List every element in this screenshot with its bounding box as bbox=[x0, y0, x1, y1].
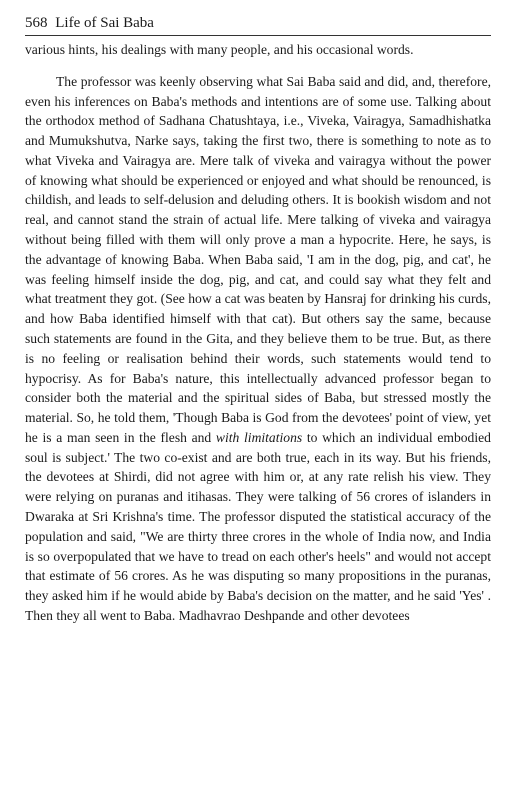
paragraph-text-part-1: The professor was keenly observing what Sai Baba said and did, and, therefore, even his inferences on Baba's methods and intentions are of some use. Talking about the orthodox method of Sadhana Chatushtaya, i.e., Viveka, Vairagya, Samadhishatka and Mumukshutva, Narke says, taking the first two, there is something to note as to what Viveka and Vairagya are. Mere talk of viveka and vairagya without the power of knowing what should be experienced or enjoyed and what should be renounced, is childish, and leads to self-delusion and deluding others. It is bookish wisdom and not real, and cannot stand the strain of actual life. Mere talking of viveka and vairagya without being filled with them will only prove a man a hypocrite. Here, he says, is the advantage of knowing Baba. When Baba said, 'I am in the dog, pig, and cat', he was feeling himself inside the dog, pig, and cat, and could say what they felt and what treatment they got. (See how a cat was beaten by Hansraj for drinking his curds, and how Baba identified himself with that cat). But others say the same, because such statements are found in the Gita, and they believe them to be true. But, as there is no feeling or realisation behind their words, such statements would tend to hypocrisy. As for Baba's nature, this intellectually advanced professor began to consider both the material and the spiritual sides of Baba, but stressed mostly the material. So, he told them, 'Though Baba is God from the devotees' point of view, yet he is a man seen in the flesh and bbox=[25, 73, 491, 445]
book-page bbox=[25, 0, 491, 800]
page-number: 568 bbox=[25, 15, 48, 31]
body-text bbox=[25, 40, 491, 626]
emphasis-with-limitations: with limitations bbox=[215, 429, 303, 445]
paragraph-professor bbox=[25, 72, 491, 626]
running-title: Life of Sai Baba bbox=[55, 15, 154, 31]
paragraph-text-part-2: to which an individual embodied soul is subject.' The two co-exist and are both true, each in its way. But his friends, the devotees at Shirdi, did not agree with him or, at any rate relish his view. They were relying on puranas and itihasas. They were talking of 56 crores of islanders in Dwaraka at Sri Krishna's time. The professor disputed the statistical accuracy of the population and said, "We are thirty three crores in the whole of India now, and India is so overpopulated that we have to tread on each other's heels" and would not accept that estimate of 56 crores. As he was disputing so many propositions in the puranas, they asked him if he would abide by Baba's decision on the matter, and he said 'Yes' . Then they all went to Baba. Madhavrao Deshpande and other devotees bbox=[25, 429, 491, 623]
header-rule bbox=[25, 35, 491, 36]
running-header bbox=[25, 13, 491, 34]
paragraph-continued: various hints, his dealings with many people, and his occasional words. bbox=[25, 42, 414, 57]
